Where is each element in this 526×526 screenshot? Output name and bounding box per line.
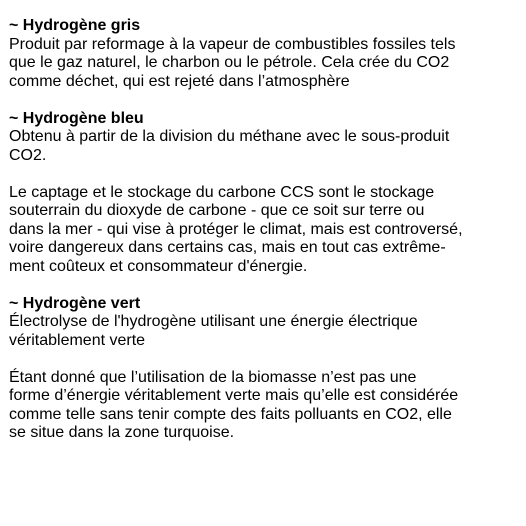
spacer bbox=[9, 350, 523, 369]
spacer bbox=[9, 91, 523, 110]
text-line: voire dangereux dans certains cas, mais en tout cas extrême- bbox=[9, 239, 446, 256]
spacer bbox=[9, 165, 523, 184]
text-line: CO2. bbox=[9, 146, 47, 164]
text-line: forme d’énergie véritablement verte mais qu’elle est considérée bbox=[9, 387, 459, 404]
text-line: Produit par reformage à la vapeur de combustibles fossiles tels bbox=[9, 35, 456, 53]
text-line: se situe dans la zone turquoise. bbox=[9, 424, 235, 441]
text-line: Obtenu à partir de la division du méthane avec le sous-produit bbox=[9, 128, 450, 145]
text-line: Étant donné que l’utilisation de la biomasse n’est pas une bbox=[9, 368, 417, 386]
text-line: comme telle sans tenir compte des faits polluants en CO2, elle bbox=[9, 405, 452, 423]
heading-hydrogene-vert: ~ Hydrogène vert bbox=[9, 294, 141, 312]
document-body bbox=[9, 17, 523, 443]
text-line: dans la mer - qui vise à protéger le climat, mais est controversé, bbox=[9, 220, 463, 238]
heading-hydrogene-gris: ~ Hydrogène gris bbox=[9, 17, 141, 34]
text-line: véritablement verte bbox=[9, 331, 146, 349]
text-line: que le gaz naturel, le charbon ou le pétrole. Cela crée du CO2 bbox=[9, 54, 450, 71]
text-line: souterrain du dioxyde de carbone - que ce soit sur terre ou bbox=[9, 202, 425, 219]
text-line: Le captage et le stockage du carbone CCS sont le stockage bbox=[9, 183, 435, 201]
text-line: Électrolyse de l'hydrogène utilisant une énergie électrique bbox=[9, 313, 418, 330]
text-line: ment coûteux et consommateur d'énergie. bbox=[9, 257, 308, 275]
text-line: comme déchet, qui est rejeté dans l’atmosphère bbox=[9, 72, 350, 90]
spacer bbox=[9, 276, 523, 295]
heading-hydrogene-bleu: ~ Hydrogène bleu bbox=[9, 109, 144, 127]
